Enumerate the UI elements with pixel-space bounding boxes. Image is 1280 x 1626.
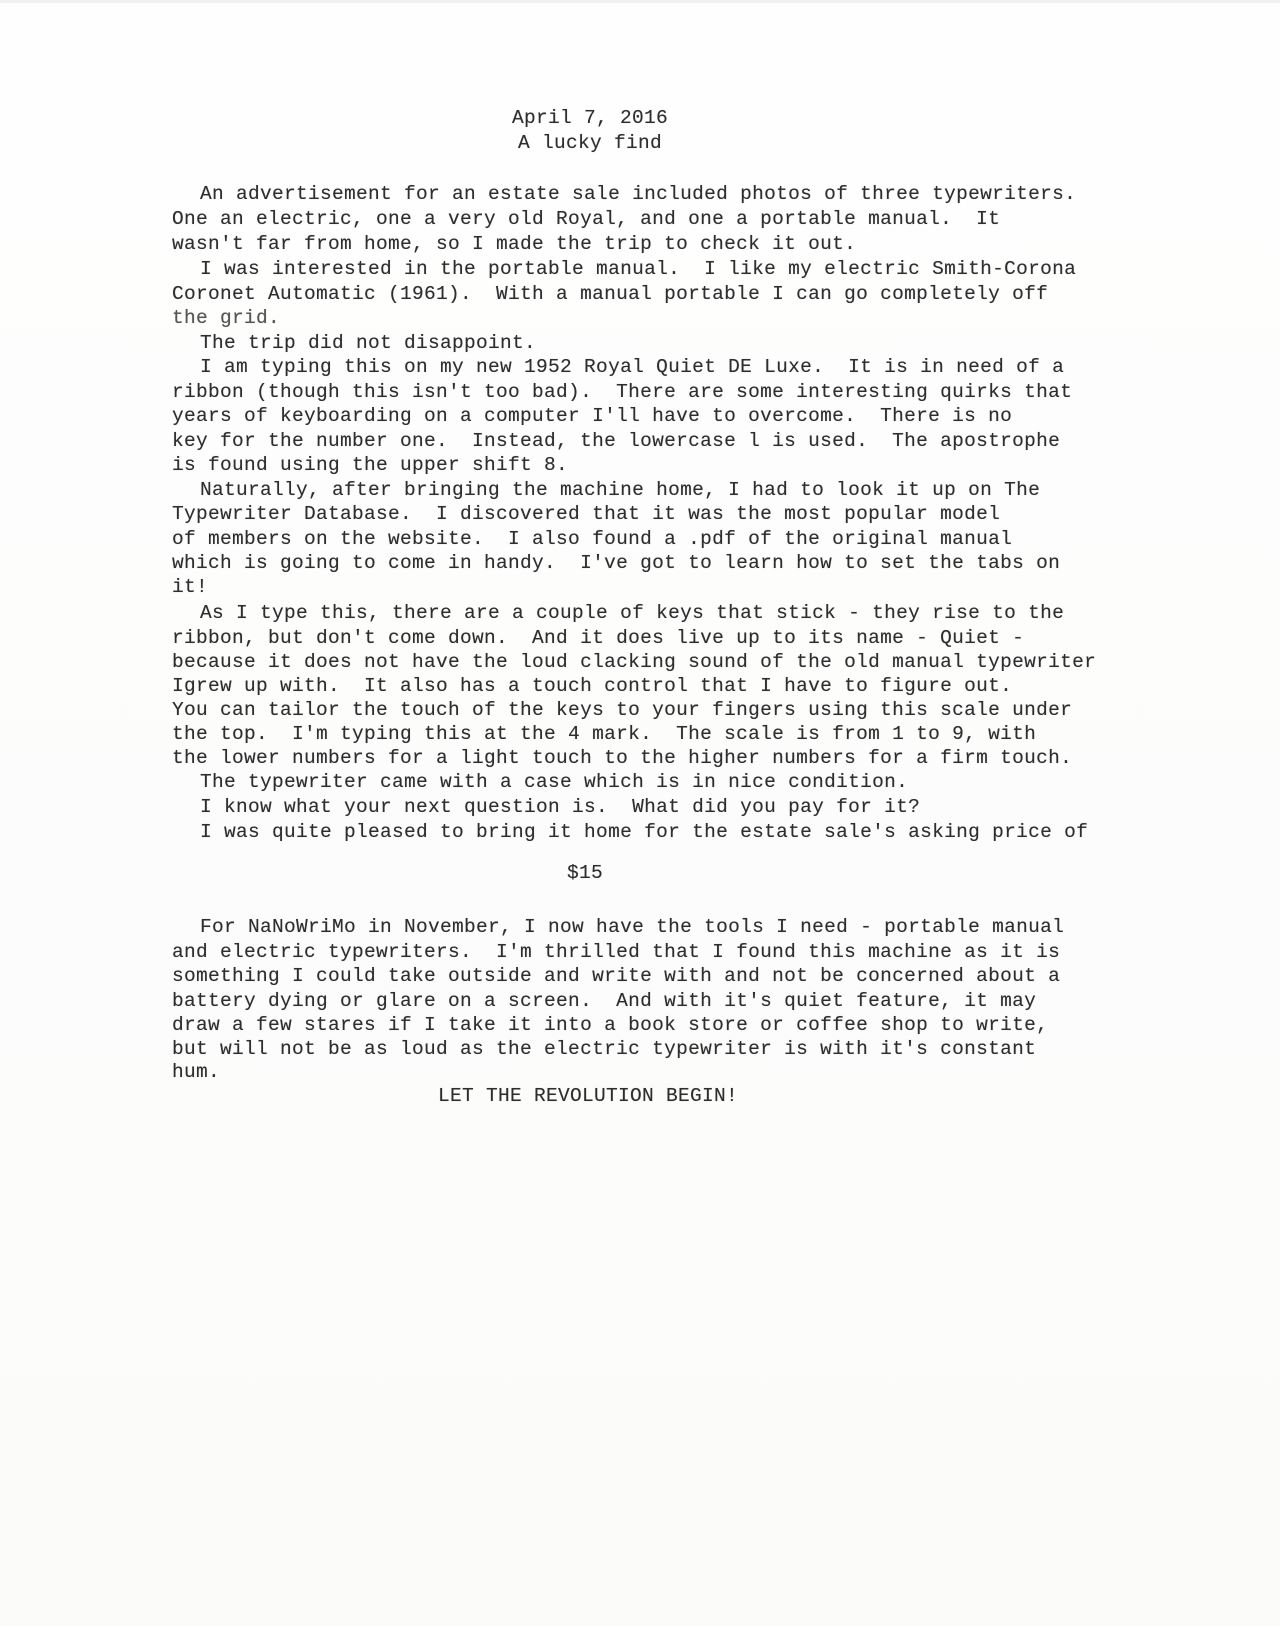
document-subtitle: A lucky find: [517, 132, 663, 154]
paragraph-7-line-1: The typewriter came with a case which is in nice condition.: [200, 771, 909, 793]
paragraph-4-line-4: key for the number one. Instead, the lowercase l is used. The apostrophe: [172, 430, 1061, 452]
paragraph-5-line-3: of members on the website. I also found a .pdf of the original manual: [172, 528, 1013, 550]
closing-line-2: and electric typewriters. I'm thrilled that I found this machine as it is: [172, 941, 1061, 963]
paragraph-4-line-5: is found using the upper shift 8.: [172, 454, 569, 476]
paragraph-6-line-6: the top. I'm typing this at the 4 mark. The scale is from 1 to 9, with: [172, 723, 1037, 745]
paragraph-6-line-2: ribbon, but don't come down. And it does live up to its name - Quiet -: [172, 627, 1025, 649]
paragraph-8-line-1: I know what your next question is. What did you pay for it?: [200, 796, 921, 818]
paragraph-5-line-1: Naturally, after bringing the machine home, I had to look it up on The: [200, 479, 1041, 501]
closing-line-5: draw a few stares if I take it into a book store or coffee shop to write,: [172, 1014, 1049, 1036]
paragraph-9-line-1: I was quite pleased to bring it home for the estate sale's asking price of: [200, 821, 1089, 843]
paragraph-2-line-1: I was interested in the portable manual. I like my electric Smith-Corona: [200, 258, 1077, 280]
paragraph-4-line-1: I am typing this on my new 1952 Royal Quiet DE Luxe. It is in need of a: [200, 356, 1065, 378]
paragraph-4-line-3: years of keyboarding on a computer I'll have to overcome. There is no: [172, 405, 1013, 427]
paragraph-5-line-4: which is going to come in handy. I've got to learn how to set the tabs on: [172, 552, 1061, 574]
signoff: LET THE REVOLUTION BEGIN!: [438, 1085, 739, 1107]
paragraph-6-line-4: Igrew up with. It also has a touch control that I have to figure out.: [172, 675, 1013, 697]
paragraph-1-line-3: wasn't far from home, so I made the trip to check it out.: [172, 233, 857, 255]
paragraph-6-line-5: You can tailor the touch of the keys to your fingers using this scale under: [172, 699, 1073, 721]
closing-line-1: For NaNoWriMo in November, I now have the tools I need - portable manual: [200, 916, 1065, 938]
paragraph-6-line-1: As I type this, there are a couple of keys that stick - they rise to the: [200, 602, 1065, 624]
document-date: April 7, 2016: [511, 107, 669, 129]
closing-line-6: but will not be as loud as the electric typewriter is with it's constant: [172, 1038, 1037, 1060]
paragraph-2-line-2: Coronet Automatic (1961). With a manual portable I can go completely off: [172, 283, 1049, 305]
paragraph-1-line-1: An advertisement for an estate sale included photos of three typewriters.: [200, 183, 1077, 205]
closing-line-7: hum.: [172, 1061, 221, 1083]
paragraph-5-line-5: it!: [172, 576, 209, 598]
closing-line-3: something I could take outside and write with and not be concerned about a: [172, 965, 1061, 987]
paragraph-6-line-7: the lower numbers for a light touch to the higher numbers for a firm touch.: [172, 747, 1073, 769]
paragraph-2-line-3: the grid.: [172, 307, 281, 329]
paragraph-1-line-2: One an electric, one a very old Royal, and one a portable manual. It: [172, 208, 1001, 230]
paragraph-3-line-1: The trip did not disappoint.: [200, 332, 537, 354]
paragraph-6-line-3: because it does not have the loud clacking sound of the old manual typewriter: [172, 651, 1097, 673]
closing-line-4: battery dying or glare on a screen. And with it's quiet feature, it may: [172, 990, 1037, 1012]
price-amount: $15: [567, 862, 604, 884]
paragraph-4-line-2: ribbon (though this isn't too bad). There are some interesting quirks that: [172, 381, 1073, 403]
paragraph-5-line-2: Typewriter Database. I discovered that it was the most popular model: [172, 503, 1001, 525]
